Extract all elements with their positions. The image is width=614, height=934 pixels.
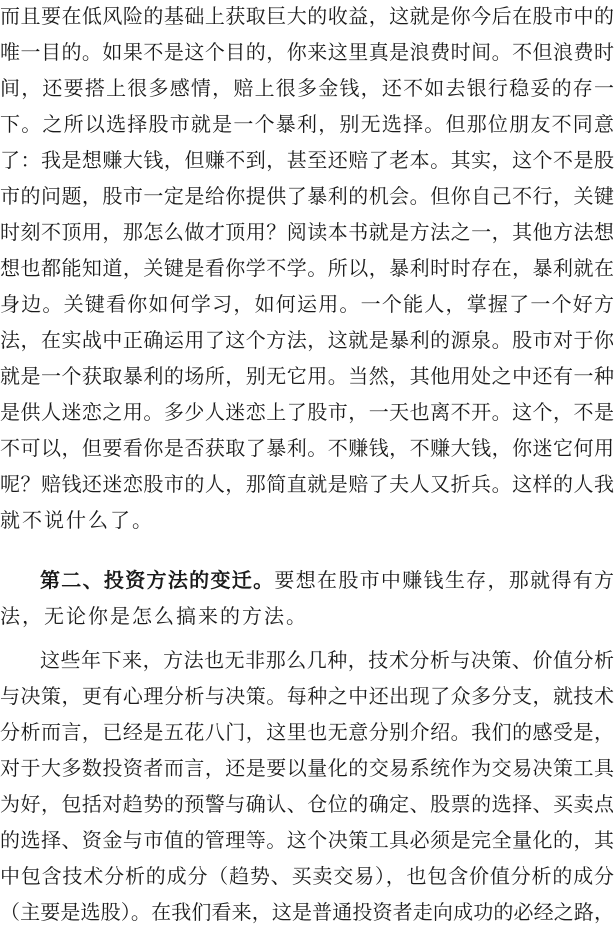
- paragraph-1-line: 不可以，但要看你是否获取了暴利。不赚钱，不赚大钱，你迷它何用: [0, 436, 614, 460]
- paragraph-1-line: 是供人迷恋之用。多少人迷恋上了股市，一天也离不开。这个，不是: [0, 400, 614, 424]
- paragraph-2-line: 法，无论你是怎么搞来的方法。: [0, 604, 308, 628]
- paragraph-1-line: 就不说什么了。: [0, 508, 154, 532]
- paragraph-1-line: 唯一目的。如果不是这个目的，你来这里真是浪费时间。不但浪费时: [0, 40, 614, 64]
- paragraph-3-line: 中包含技术分析的成分（趋势、买卖交易），也包含价值分析的成分: [0, 864, 614, 888]
- section-heading: 第二、投资方法的变迁。: [40, 568, 275, 592]
- paragraph-3-line: 为好，包括对趋势的预警与确认、仓位的确定、股票的选择、买卖点: [0, 792, 614, 816]
- paragraph-1-line: 就是一个获取暴利的场所，别无它用。当然，其他用处之中还有一种: [0, 364, 614, 388]
- paragraph-3-line: 对于大多数投资者而言，还是要以量化的交易系统作为交易决策工具: [0, 756, 614, 780]
- paragraph-3-line: 这些年下来，方法也无非那么几种，技术分析与决策、价值分析: [40, 648, 614, 672]
- paragraph-1-line: 而且要在低风险的基础上获取巨大的收益，这就是你今后在股市中的: [0, 4, 614, 28]
- paragraph-1-line: 法，在实战中正确运用了这个方法，这就是暴利的源泉。股市对于你: [0, 328, 614, 352]
- paragraph-3-line: 的选择、资金与市值的管理等。这个决策工具必须是完全量化的，其: [0, 828, 614, 852]
- paragraph-1-line: 间，还要搭上很多感情，赔上很多金钱，还不如去银行稳妥的存一: [0, 76, 614, 100]
- paragraph-2-line: [0, 562, 614, 598]
- paragraph-3-line: 分析而言，已经是五花八门，这里也无意分别介绍。我们的感受是，: [0, 720, 614, 744]
- paragraph-1-line: 了：我是想赚大钱，但赚不到，甚至还赔了老本。其实，这个不是股: [0, 148, 614, 172]
- paragraph-3-line: （主要是选股）。在我们看来，这是普通投资者走向成功的必经之路，: [0, 900, 614, 924]
- paragraph-1-line: 想也都能知道，关键是看你学不学。所以，暴利时时存在，暴利就在: [0, 256, 614, 280]
- paragraph-1-line: 下。之所以选择股市就是一个暴利，别无选择。但那位朋友不同意: [0, 112, 614, 136]
- paragraph-2-text: 要想在股市中赚钱生存，那就得有方: [274, 568, 614, 592]
- paragraph-1-line: 呢？赔钱还迷恋股市的人，那简直就是赔了夫人又折兵。这样的人我: [0, 472, 614, 496]
- paragraph-1-line: 身边。关键看你如何学习，如何运用。一个能人，掌握了一个好方: [0, 292, 614, 316]
- paragraph-1-line: 市的问题，股市一定是给你提供了暴利的机会。但你自己不行，关键: [0, 184, 614, 208]
- paragraph-1-line: 时刻不顶用，那怎么做才顶用？阅读本书就是方法之一，其他方法想: [0, 220, 614, 244]
- paragraph-3-line: 与决策，更有心理分析与决策。每种之中还出现了众多分支，就技术: [0, 684, 614, 708]
